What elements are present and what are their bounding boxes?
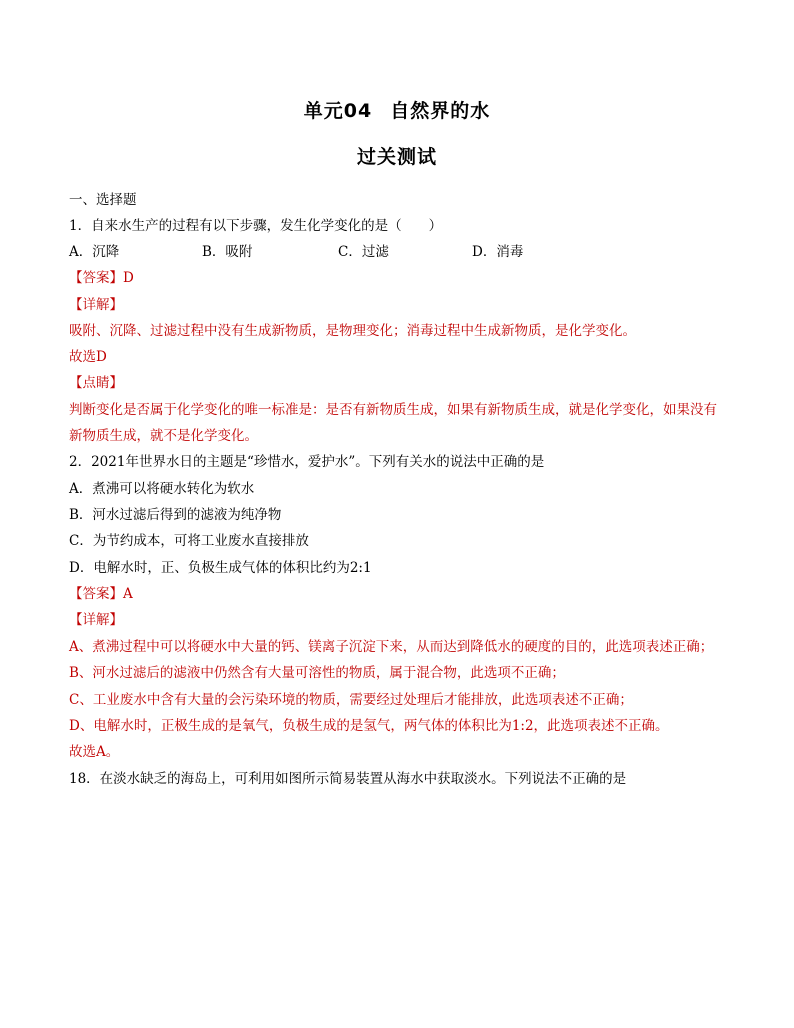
q1-detail: 吸附、沉降、过滤过程中没有生成新物质，是物理变化；消毒过程中生成新物质，是化学变化。 xyxy=(69,323,636,339)
section-heading: 一、选择题 xyxy=(69,192,137,208)
q1-option-d: D．消毒 xyxy=(472,244,524,260)
q2-option-b: B．河水过滤后得到的滤液为纯净物 xyxy=(69,507,282,523)
q1-detail-label: 【详解】 xyxy=(69,297,123,313)
document-subtitle: 过关测试 xyxy=(356,146,437,168)
title-unit: 单元04 xyxy=(303,100,373,122)
q1-option-a: A．沉降 xyxy=(69,244,120,260)
q2-stem: 2．2021年世界水日的主题是“珍惜水，爱护水”。下列有关水的说法中正确的是 xyxy=(69,454,545,470)
document-title xyxy=(0,96,794,123)
q1-option-c: C．过滤 xyxy=(338,244,389,260)
q2-option-d: D．电解水时，正、负极生成气体的体积比约为2:1 xyxy=(69,560,372,576)
title-topic: 自然界的水 xyxy=(390,100,491,122)
q2-detail-label: 【详解】 xyxy=(69,612,123,628)
q2-detail-d: D、电解水时，正极生成的是氧气，负极生成的是氢气，两气体的体积比为1:2，此选项表述不正确。 xyxy=(69,718,669,734)
q2-detail-c: C、工业废水中含有大量的会污染环境的物质，需要经过处理后才能排放，此选项表述不正确； xyxy=(69,692,633,708)
q18-stem: 18．在淡水缺乏的海岛上，可利用如图所示简易装置从海水中获取淡水。下列说法不正确的是 xyxy=(69,771,627,787)
q2-answer: 【答案】A xyxy=(69,586,133,602)
q1-comment-label: 【点睛】 xyxy=(69,375,123,391)
q1-stem: 1．自来水生产的过程有以下步骤，发生化学变化的是（ ） xyxy=(69,218,443,234)
q2-option-a: A．煮沸可以将硬水转化为软水 xyxy=(69,481,255,497)
q2-detail-b: B、河水过滤后的滤液中仍然含有大量可溶性的物质，属于混合物，此选项不正确； xyxy=(69,665,565,681)
q1-comment: 判断变化是否属于化学变化的唯一标准是：是否有新物质生成，如果有新物质生成，就是化学变化，如果没有新物质生成，就不是化学变化。 xyxy=(69,402,717,444)
q1-conclusion: 故选D xyxy=(69,349,107,365)
q2-conclusion: 故选A。 xyxy=(69,744,120,760)
q1-option-b: B．吸附 xyxy=(202,244,253,260)
q2-detail-a: A、煮沸过程中可以将硬水中大量的钙、镁离子沉淀下来，从而达到降低水的硬度的目的，此选项表述正确； xyxy=(69,639,714,655)
q1-answer: 【答案】D xyxy=(69,270,134,286)
q2-option-c: C．为节约成本，可将工业废水直接排放 xyxy=(69,533,309,549)
